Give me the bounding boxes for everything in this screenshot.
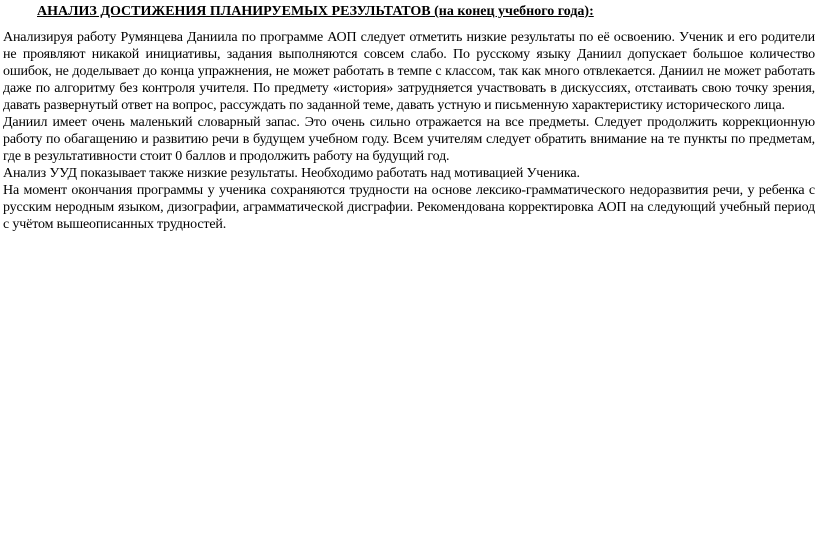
document-heading: АНАЛИЗ ДОСТИЖЕНИЯ ПЛАНИРУЕМЫХ РЕЗУЛЬТАТОВ (на конец учебного года): <box>37 4 594 19</box>
paragraph-vocabulary: Даниил имеет очень маленький словарный запас. Это очень сильно отражается на все предметы. Следует продолжить коррекционную работу по обагащению и развитию речи в будущем учебном году. Всем учителям следует обратить внимание на те пункты по предметам, где в результативности стоит 0 баллов и продолжить работу на будущий год. <box>3 115 815 164</box>
document-page <box>3 0 815 233</box>
paragraph-conclusion: На момент окончания программы у ученика сохраняются трудности на основе лексико-грамматического недоразвития речи, у ребенка с русским неродным языком, дизографии, аграмматической дисграфии. Рекомендована корректировка АОП на следующий учебный период с учётом вышеописанных трудностей. <box>3 183 815 232</box>
paragraph-analysis-aop: Анализируя работу Румянцева Даниила по программе АОП следует отметить низкие результаты по её освоению. Ученик и его родители не проявляют никакой инициативы, задания выполняются совсем слабо. По русскому языку Даниил допускает большое количество ошибок, не доделывает до конца упражнения, не может работать в темпе с классом, так как много отвлекается. Даниил не может работать даже по алгоритму без контроля учителя. По предмету «история» затрудняется участвовать в дискуссиях, отстаивать свою точку зрения, давать развернутый ответ на вопрос, рассуждать по заданной теме, давать устную и письменную характеристику исторического лица. <box>3 30 815 113</box>
document-body <box>3 29 815 233</box>
paragraph-uud: Анализ УУД показывает также низкие результаты. Необходимо работать над мотивацией Ученика. <box>3 166 580 181</box>
